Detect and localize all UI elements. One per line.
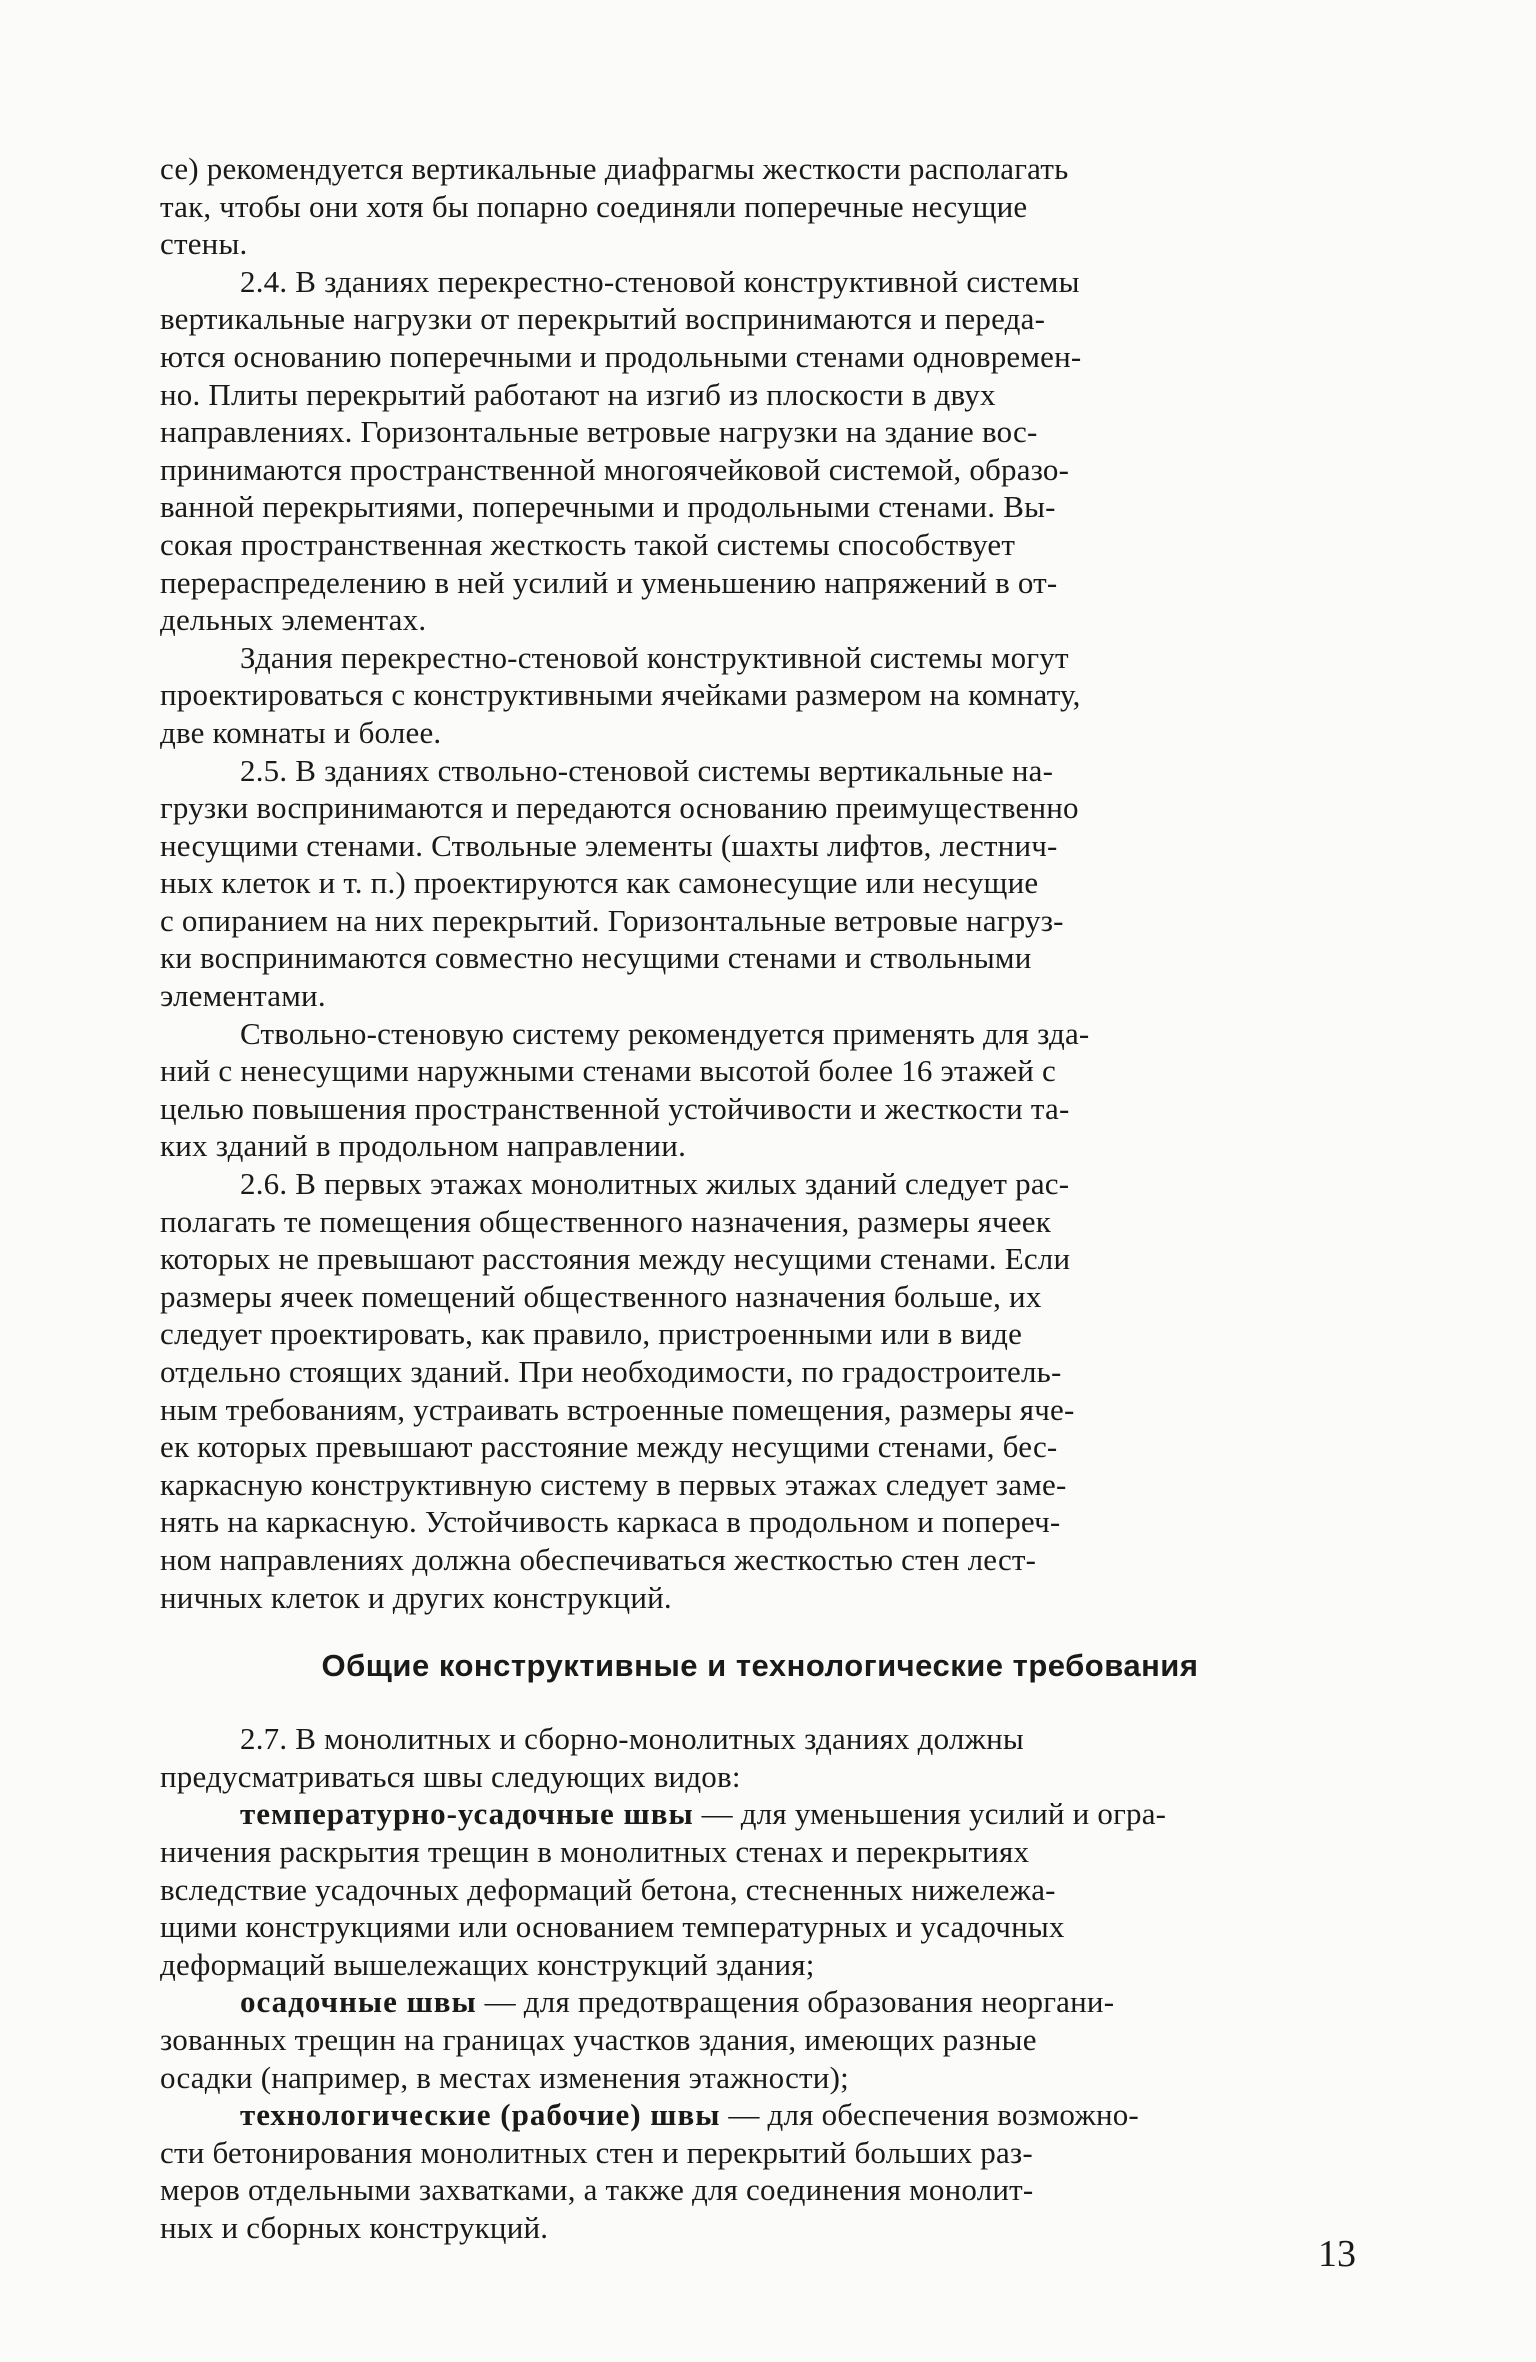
text-line: сокая пространственная жесткость такой системы способствует — [160, 526, 1016, 562]
text-line: ются основанию поперечными и продольными стенами одновремен- — [160, 338, 1082, 374]
paragraph-2-7 — [160, 1720, 1360, 1795]
term-temperature-joints: температурно-усадочные швы — [240, 1796, 694, 1832]
text-line: се) рекомендуется вертикальные диафрагмы жесткости располагать — [160, 151, 1069, 186]
text-line: две комнаты и более. — [160, 714, 442, 750]
text-line: вертикальные нагрузки от перекрытий воспринимаются и переда- — [160, 301, 1046, 337]
text-line: ванной перекрытиями, поперечными и продольными стенами. Вы- — [160, 489, 1056, 525]
text-column — [160, 150, 1360, 2246]
paragraph-continuation — [160, 150, 1360, 263]
text-fragment: — для уменьшения усилий и огра- — [693, 1796, 1167, 1832]
text-fragment: — для предотвращения образования неоргани- — [476, 1984, 1115, 2020]
text-line: полагать те помещения общественного назначения, размеры ячеек — [160, 1203, 1051, 1239]
text-line: дельных элементах. — [160, 602, 427, 638]
text-line: ном направлениях должна обеспечиваться жесткостью стен лест- — [160, 1541, 1037, 1577]
text-line: принимаются пространственной многоячейковой системой, образо- — [160, 451, 1070, 487]
text-line: так, чтобы они хотя бы попарно соединяли поперечные несущие — [160, 188, 1028, 224]
text-line: 2.5. В зданиях ствольно-стеновой системы вертикальные на- — [240, 752, 1054, 788]
text-line: целью повышения пространственной устойчивости и жесткости та- — [160, 1090, 1070, 1126]
text-line — [160, 1983, 1360, 2021]
text-line: перераспределению в ней усилий и уменьшению напряжений в от- — [160, 564, 1058, 600]
paragraph-2-4-cont — [160, 639, 1360, 752]
text-line: проектироваться с конструктивными ячейками размером на комнату, — [160, 677, 1081, 713]
text-line: стены. — [160, 226, 248, 262]
text-line: 2.7. В монолитных и сборно-монолитных зданиях должны — [240, 1721, 1024, 1757]
paragraph-2-5 — [160, 752, 1360, 1015]
text-line: ничных клеток и других конструкций. — [160, 1579, 672, 1615]
text-line: ным требованиям, устраивать встроенные помещения, размеры яче- — [160, 1391, 1075, 1427]
term-settlement-joints: осадочные швы — [240, 1984, 477, 2020]
text-line — [160, 1795, 1360, 1833]
text-line: элементами. — [160, 978, 326, 1014]
text-line: размеры ячеек помещений общественного назначения больше, их — [160, 1278, 1042, 1314]
text-line: но. Плиты перекрытий работают на изгиб из плоскости в двух — [160, 376, 996, 412]
text-fragment: — для обеспечения возможно- — [720, 2097, 1139, 2133]
page-number: 13 — [1318, 2233, 1356, 2275]
paragraph-settlement-joints — [160, 1983, 1360, 2096]
paragraph-temperature-joints — [160, 1795, 1360, 1983]
text-line: сти бетонирования монолитных стен и перекрытий больших раз- — [160, 2134, 1033, 2170]
text-line: направлениях. Горизонтальные ветровые нагрузки на здание вос- — [160, 414, 1038, 450]
text-line: ких зданий в продольном направлении. — [160, 1128, 687, 1164]
text-line: предусматриваться швы следующих видов: — [160, 1758, 741, 1794]
text-line: ек которых превышают расстояние между несущими стенами, бес- — [160, 1429, 1058, 1465]
text-line: с опиранием на них перекрытий. Горизонтальные ветровые нагруз- — [160, 902, 1064, 938]
text-line: следует проектировать, как правило, пристроенными или в виде — [160, 1316, 1023, 1352]
text-line: каркасную конструктивную систему в первых этажах следует заме- — [160, 1466, 1067, 1502]
text-line: ний с ненесущими наружными стенами высотой более 16 этажей с — [160, 1053, 1056, 1089]
text-line: несущими стенами. Ствольные элементы (шахты лифтов, лестнич- — [160, 827, 1058, 863]
section-heading: Общие конструктивные и технологические требования — [321, 1648, 1199, 1684]
text-line: щими конструкциями или основанием температурных и усадочных — [160, 1909, 1065, 1945]
paragraph-2-5-cont — [160, 1015, 1360, 1165]
text-line: ных клеток и т. п.) проектируются как самонесущие или несущие — [160, 865, 1039, 901]
text-line: ки воспринимаются совместно несущими стенами и ствольными — [160, 940, 1032, 976]
text-line: которых не превышают расстояния между несущими стенами. Если — [160, 1241, 1071, 1277]
paragraph-2-6 — [160, 1165, 1360, 1616]
text-line: грузки воспринимаются и передаются основанию преимущественно — [160, 790, 1079, 826]
text-line: деформаций вышележащих конструкций здания; — [160, 1946, 815, 1982]
text-line: меров отдельными захватками, а также для соединения монолит- — [160, 2172, 1034, 2208]
text-line: ничения раскрытия трещин в монолитных стенах и перекрытиях — [160, 1833, 1030, 1869]
text-line: зованных трещин на границах участков здания, имеющих разные — [160, 2021, 1037, 2057]
paragraph-technological-joints — [160, 2096, 1360, 2246]
text-line: осадки (например, в местах изменения этажности); — [160, 2059, 849, 2095]
text-line: ных и сборных конструкций. — [160, 2209, 549, 2245]
text-line: 2.6. В первых этажах монолитных жилых зданий следует рас- — [240, 1166, 1070, 1202]
text-line — [160, 2096, 1360, 2134]
text-line: Здания перекрестно-стеновой конструктивной системы могут — [240, 639, 1069, 675]
term-technological-joints: технологические (рабочие) швы — [240, 2097, 721, 2133]
text-line: Ствольно-стеновую систему рекомендуется применять для зда- — [240, 1015, 1090, 1051]
text-line: нять на каркасную. Устойчивость каркаса в продольном и попереч- — [160, 1504, 1061, 1540]
paragraph-2-4 — [160, 263, 1360, 639]
text-line: отдельно стоящих зданий. При необходимости, по градостроитель- — [160, 1354, 1062, 1389]
text-line: 2.4. В зданиях перекрестно-стеновой конструктивной системы — [240, 263, 1080, 299]
text-line: вследствие усадочных деформаций бетона, стесненных нижележа- — [160, 1871, 1056, 1907]
